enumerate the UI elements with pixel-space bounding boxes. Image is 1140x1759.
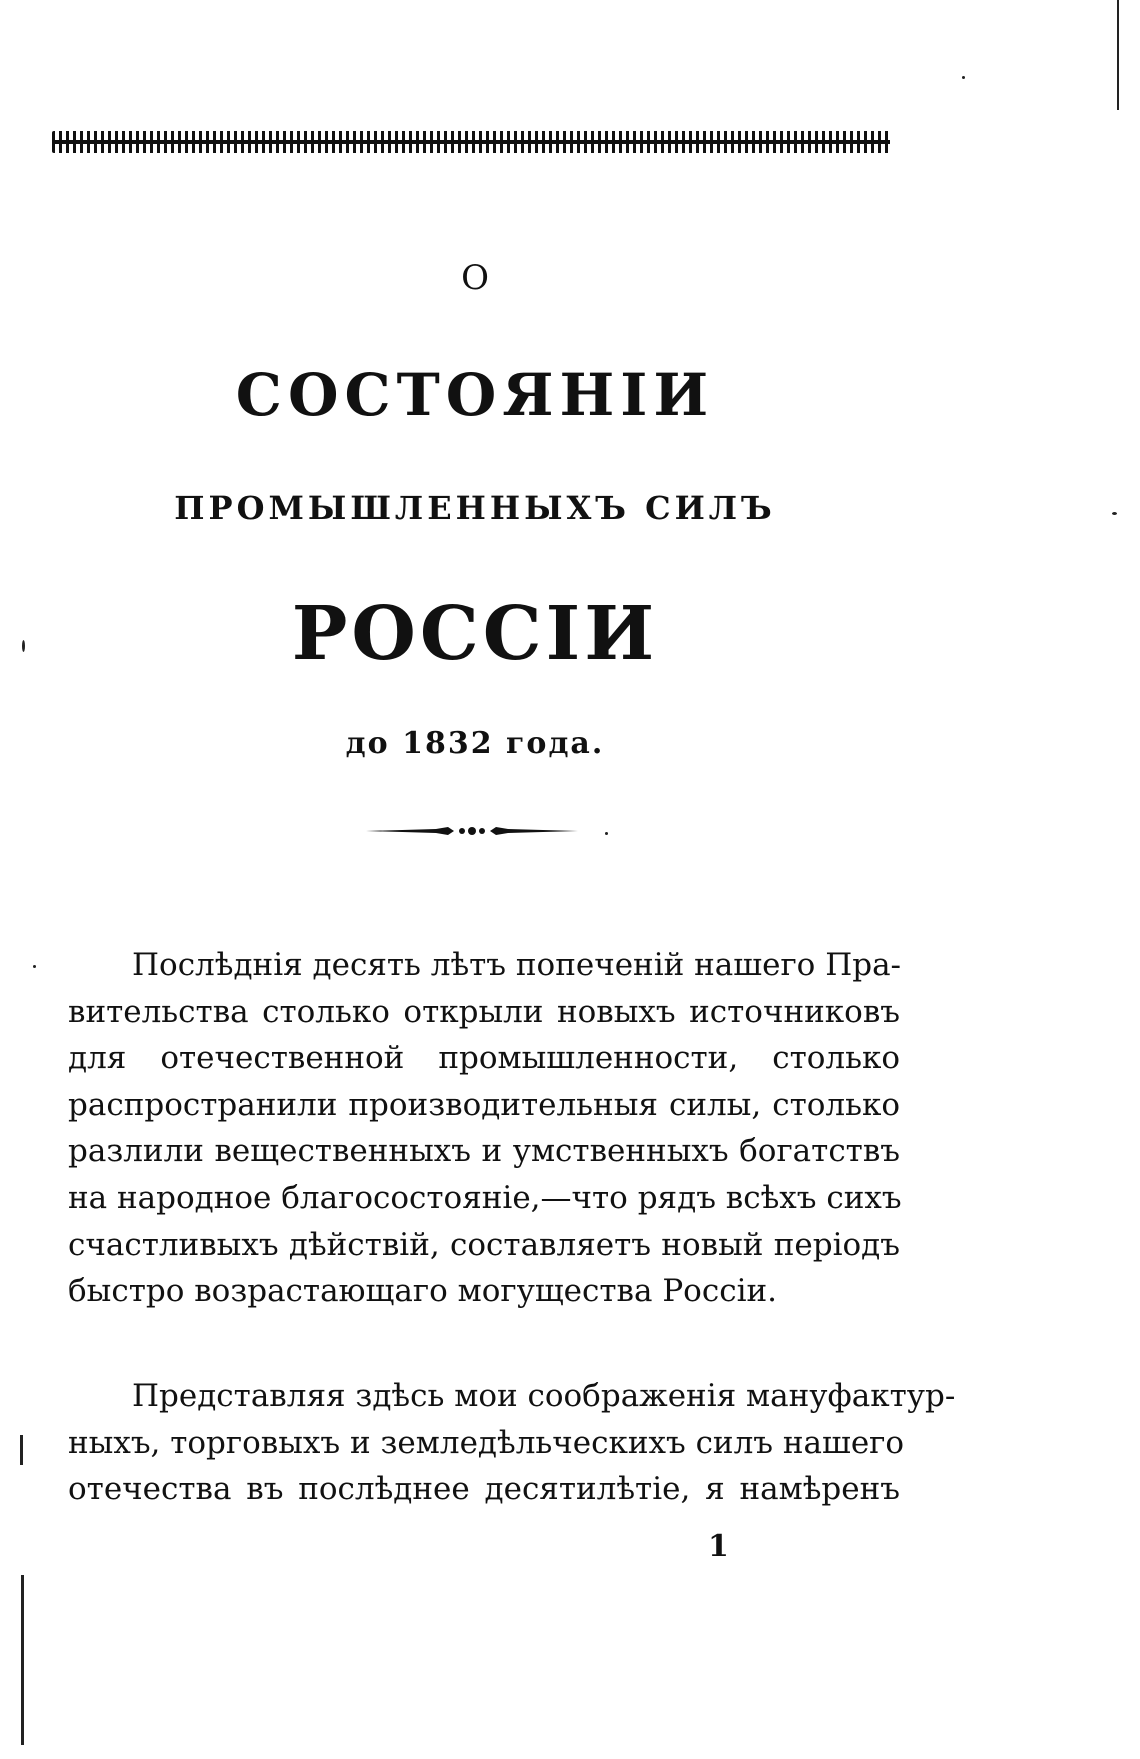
paragraph-1 [68, 942, 900, 1315]
text-line: для отечественной промышленности, столько [68, 1040, 900, 1077]
text-line: разлили вещественныхъ и умственныхъ богатствъ [68, 1133, 900, 1170]
text-line: Послѣднія десять лѣтъ попеченій нашего Пра- [132, 947, 902, 983]
paragraph-2 [68, 1373, 956, 1513]
title-subtitle: ПРОМЫШЛЕННЫХЪ СИЛЪ [174, 489, 776, 527]
ornamental-border-icon [52, 131, 890, 153]
text-line: счастливыхъ дѣйствій, составляетъ новый періодъ [68, 1226, 900, 1263]
title-date: до 1832 года. [345, 726, 605, 761]
scan-speck [22, 640, 25, 652]
scan-speck [1112, 512, 1117, 515]
scan-edge-mark [21, 1575, 24, 1745]
title-preposition: О [461, 258, 489, 298]
scan-speck [33, 965, 36, 968]
scan-speck [605, 832, 608, 835]
scan-edge-mark [1117, 0, 1119, 110]
text-line: Представляя здѣсь мои соображенія мануфактур- [132, 1378, 956, 1414]
page-number: 1 [708, 1529, 729, 1564]
text-line: распространили производительныя силы, столько [68, 1086, 900, 1123]
scan-edge-mark [20, 1435, 23, 1465]
title-main: СОСТОЯНІИ [235, 361, 715, 429]
text-line: быстро возрастающаго могущества Россіи. [68, 1273, 778, 1310]
text-line: отечества въ послѣднее десятилѣтіе, я намѣренъ [68, 1471, 900, 1508]
scan-speck [962, 76, 965, 79]
text-line: ныхъ, торговыхъ и земледѣльческихъ силъ нашего [68, 1424, 905, 1461]
text-line: вительства столько открыли новыхъ источниковъ [68, 993, 900, 1030]
text-line: на народное благосостояніе,—что рядъ всѣхъ сихъ [68, 1179, 902, 1216]
title-country: РОССІИ [291, 591, 659, 677]
ornamental-divider-icon [366, 824, 578, 838]
